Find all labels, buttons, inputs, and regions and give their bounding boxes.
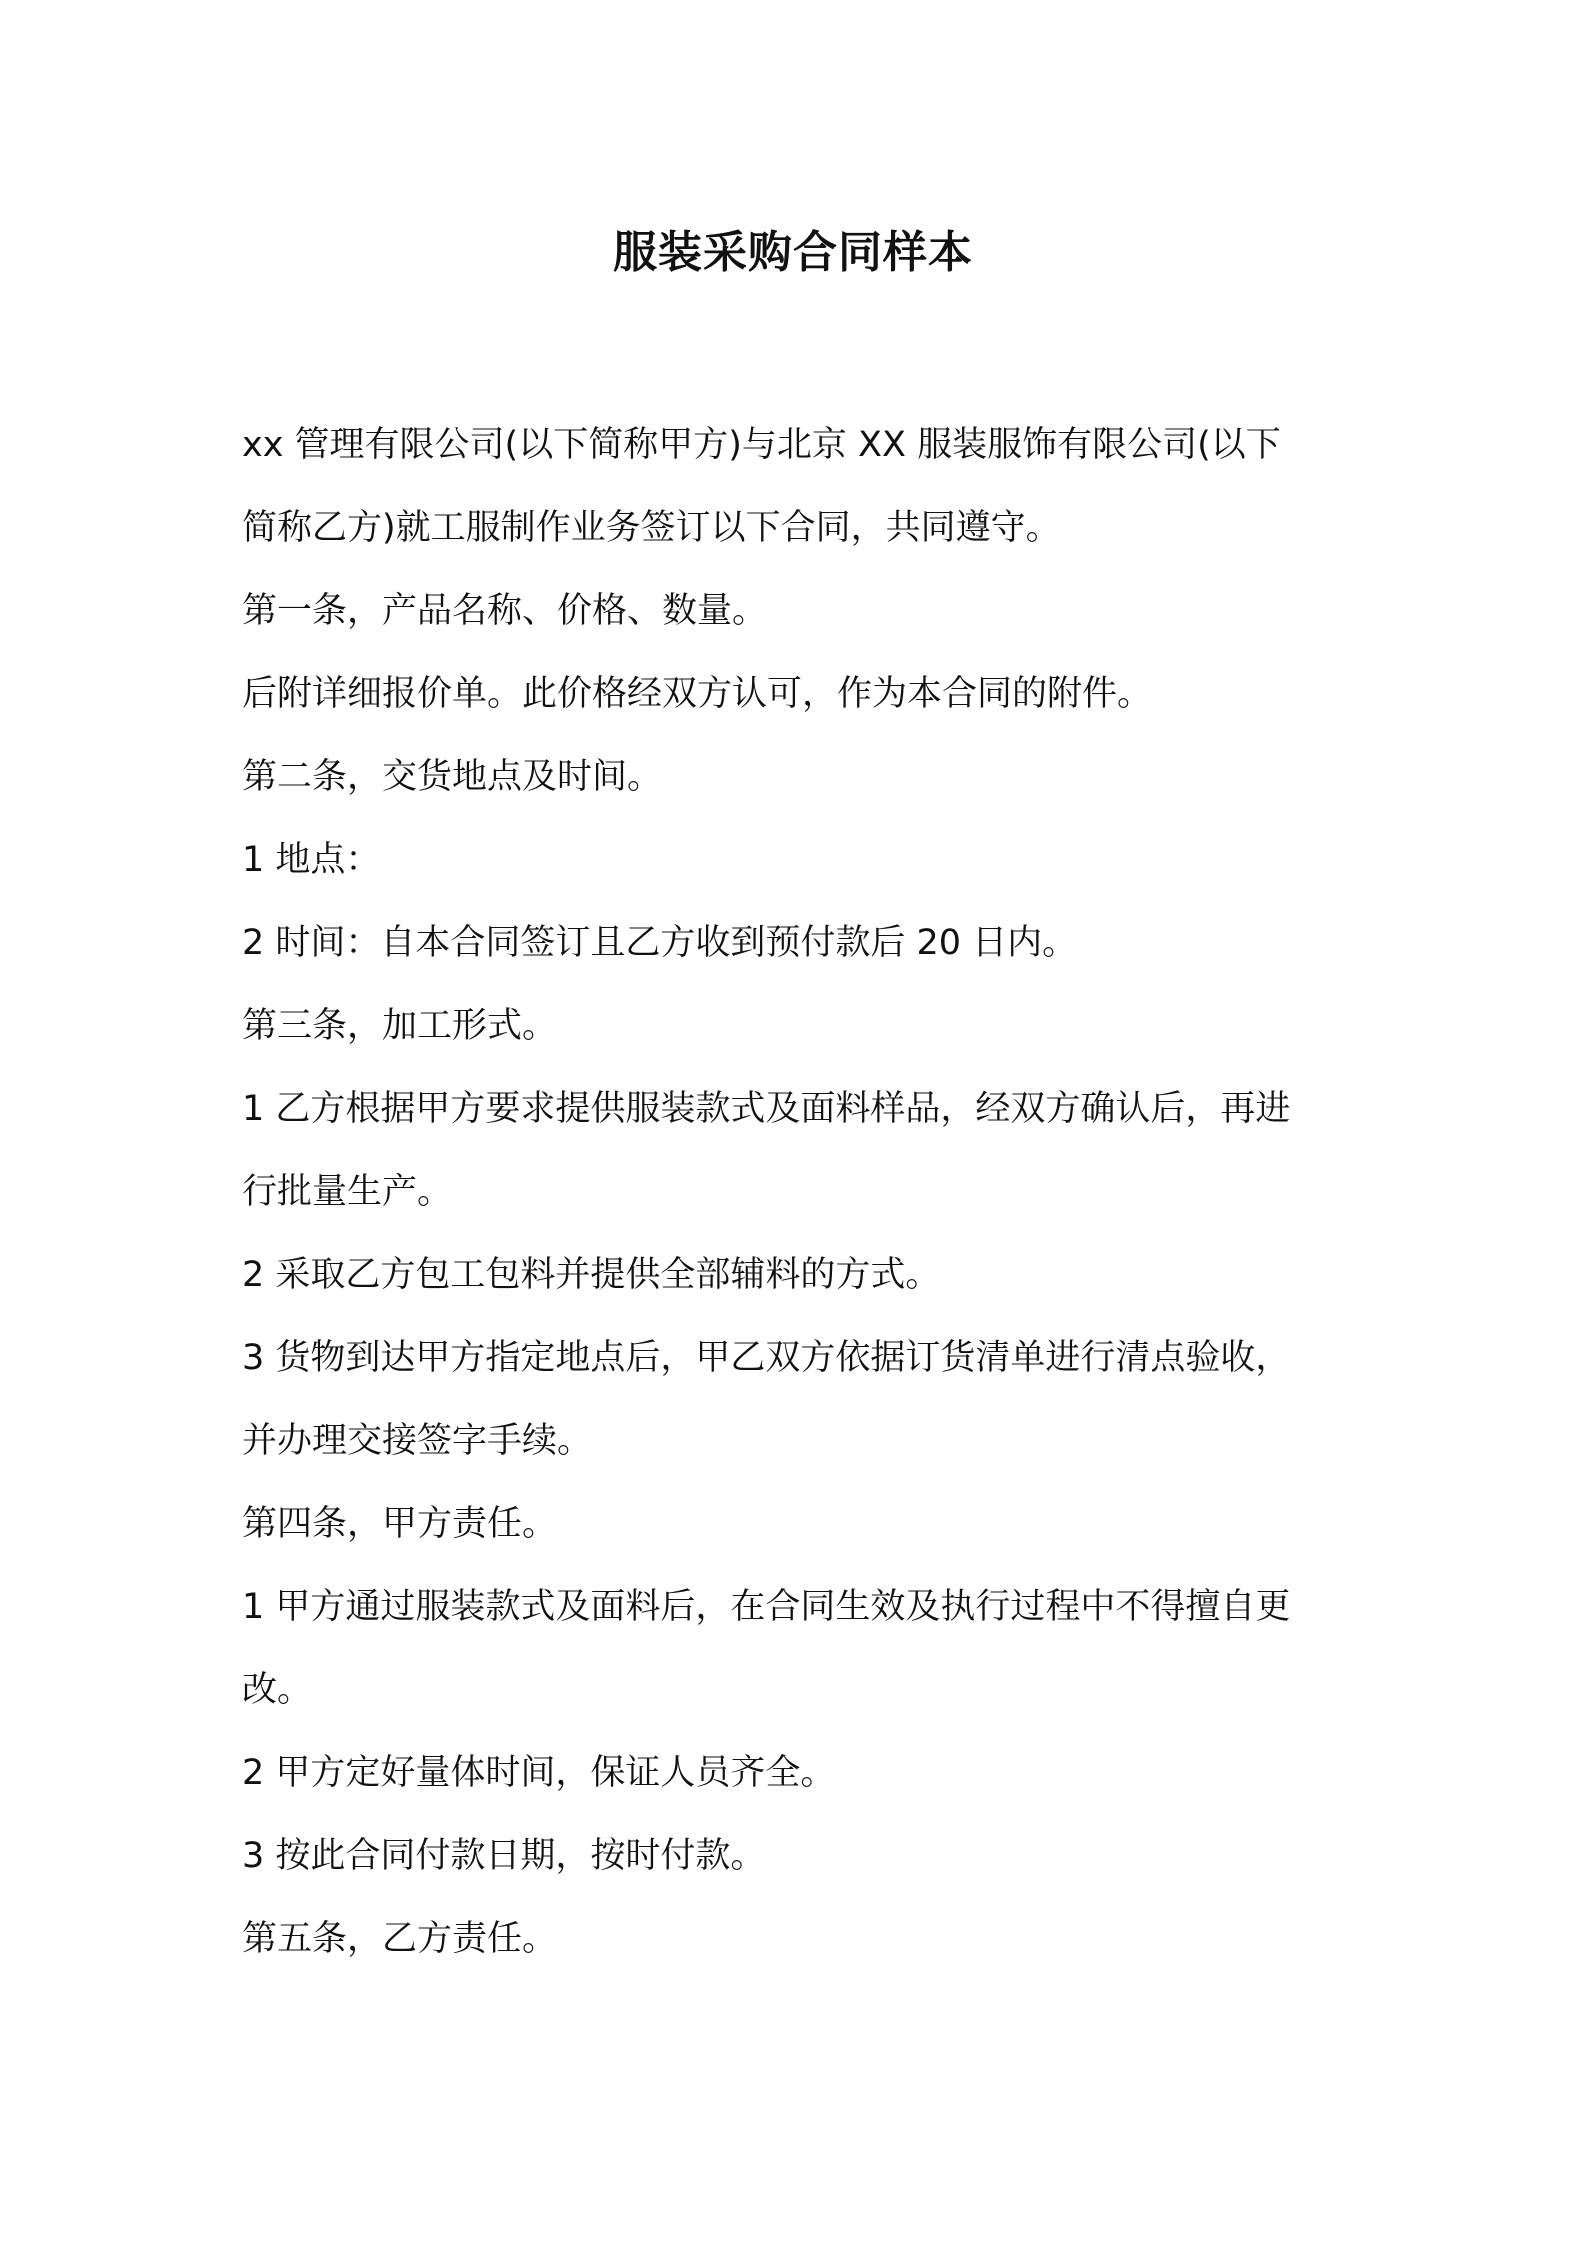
clause-item-continuation: 并办理交接签字手续。 xyxy=(242,1421,593,1461)
clause-item: 2 甲方定好量体时间，保证人员齐全。 xyxy=(242,1753,836,1793)
article-heading: 第三条，加工形式。 xyxy=(242,1006,558,1046)
clause-item: 3 货物到达甲方指定地点后，甲乙双方依据订货清单进行清点验收， xyxy=(242,1338,1291,1378)
clause-item-continuation: 改。 xyxy=(242,1670,313,1710)
document-title: 服装采购合同样本 xyxy=(613,227,973,278)
paragraph-line: 简称乙方)就工服制作业务签订以下合同，共同遵守。 xyxy=(242,508,1061,548)
article-heading: 第五条，乙方责任。 xyxy=(242,1919,558,1959)
article-heading: 第二条，交货地点及时间。 xyxy=(242,757,663,797)
article-heading: 第四条，甲方责任。 xyxy=(242,1504,558,1544)
document-body xyxy=(242,404,1372,1981)
clause-item: 1 地点： xyxy=(242,840,381,880)
clause-item: 2 时间：自本合同签订且乙方收到预付款后 20 日内。 xyxy=(242,923,1078,963)
paragraph-line: 后附详细报价单。此价格经双方认可，作为本合同的附件。 xyxy=(242,674,1153,714)
clause-item: 3 按此合同付款日期，按时付款。 xyxy=(242,1836,766,1876)
paragraph-line: xx 管理有限公司(以下简称甲方)与北京 XX 服装服饰有限公司(以下 xyxy=(242,425,1281,465)
clause-item: 2 采取乙方包工包料并提供全部辅料的方式。 xyxy=(242,1255,941,1295)
article-heading: 第一条，产品名称、价格、数量。 xyxy=(242,591,768,631)
clause-item: 1 甲方通过服装款式及面料后，在合同生效及执行过程中不得擅自更 xyxy=(242,1587,1291,1627)
clause-item: 1 乙方根据甲方要求提供服装款式及面料样品，经双方确认后，再进 xyxy=(242,1089,1291,1129)
clause-item-continuation: 行批量生产。 xyxy=(242,1172,453,1212)
